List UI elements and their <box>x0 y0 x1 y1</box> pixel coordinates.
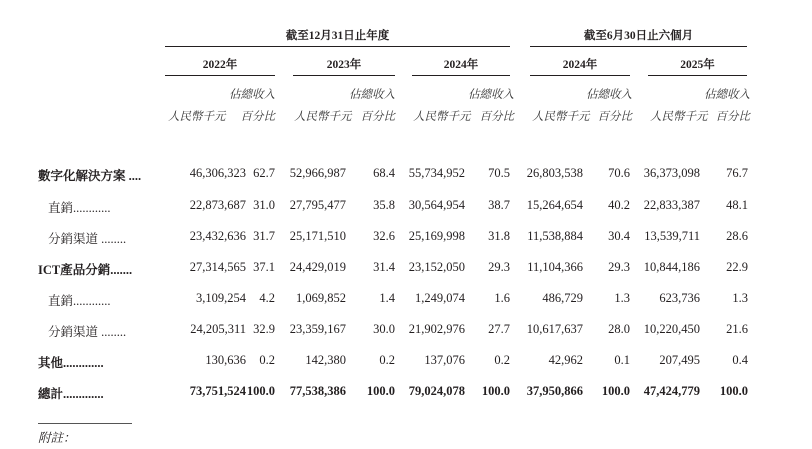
cell-amount: 1,249,074 <box>415 291 465 305</box>
row-label: 分銷渠道 ........ <box>48 325 127 339</box>
cell-percent: 4.2 <box>259 291 275 305</box>
cell-amount: 27,314,565 <box>189 260 246 274</box>
cell-percent: 0.2 <box>259 353 275 367</box>
cell-percent: 62.7 <box>253 166 275 180</box>
col-amount-header: 人民幣千元 <box>532 111 590 123</box>
cell-percent: 37.1 <box>253 260 275 274</box>
row-label: 其他............. <box>38 356 104 370</box>
cell-percent: 30.4 <box>608 229 630 243</box>
cell-percent: 100.0 <box>246 384 275 398</box>
cell-amount: 11,538,884 <box>527 229 583 243</box>
cell-percent: 28.0 <box>608 322 630 336</box>
cell-percent: 32.6 <box>373 229 395 243</box>
table-row <box>0 166 812 186</box>
col-pct-header-line1: 佔總收入 <box>349 89 395 101</box>
rule-year-2025-interim <box>648 75 747 76</box>
cell-percent: 31.0 <box>253 198 275 212</box>
cell-amount: 13,539,711 <box>644 229 700 243</box>
cell-amount: 137,076 <box>424 353 465 367</box>
row-label: 數字化解決方案 .... <box>38 169 142 183</box>
year-header-2025-interim: 2025年 <box>680 59 715 71</box>
table-row <box>0 198 812 218</box>
col-pct-header-line2: 百分比 <box>360 111 395 123</box>
cell-percent: 0.2 <box>494 353 510 367</box>
cell-percent: 40.2 <box>608 198 630 212</box>
row-label: ICT產品分銷....... <box>38 263 133 277</box>
col-pct-header-line1: 佔總收入 <box>229 89 275 101</box>
cell-percent: 0.2 <box>379 353 395 367</box>
cell-amount: 11,104,366 <box>527 260 583 274</box>
footnote-divider <box>38 423 132 424</box>
cell-amount: 10,220,450 <box>643 322 700 336</box>
cell-percent: 31.7 <box>253 229 275 243</box>
cell-amount: 36,373,098 <box>643 166 700 180</box>
rule-interim <box>530 46 747 47</box>
cell-amount: 22,873,687 <box>189 198 246 212</box>
col-amount-header: 人民幣千元 <box>168 111 226 123</box>
cell-percent: 100.0 <box>601 384 630 398</box>
footnote-label: 附註： <box>38 431 76 445</box>
col-pct-header-line2: 百分比 <box>715 111 750 123</box>
cell-amount: 25,171,510 <box>289 229 346 243</box>
cell-percent: 29.3 <box>608 260 630 274</box>
cell-amount: 47,424,779 <box>643 384 700 398</box>
row-label: 分銷渠道 ........ <box>48 232 127 246</box>
cell-percent: 21.6 <box>726 322 748 336</box>
cell-percent: 31.8 <box>488 229 510 243</box>
cell-percent: 0.4 <box>732 353 748 367</box>
cell-amount: 22,833,387 <box>643 198 700 212</box>
rule-annual <box>165 46 510 47</box>
cell-amount: 623,736 <box>659 291 700 305</box>
cell-amount: 10,844,186 <box>643 260 700 274</box>
cell-amount: 55,734,952 <box>408 166 465 180</box>
rule-year-2022 <box>165 75 275 76</box>
cell-amount: 46,306,323 <box>189 166 246 180</box>
cell-amount: 3,109,254 <box>196 291 246 305</box>
cell-percent: 100.0 <box>481 384 510 398</box>
cell-amount: 25,169,998 <box>408 229 465 243</box>
table-row <box>0 260 812 280</box>
rule-year-2024-interim <box>530 75 630 76</box>
cell-amount: 23,432,636 <box>189 229 246 243</box>
table-row <box>0 384 812 404</box>
cell-percent: 100.0 <box>719 384 748 398</box>
col-amount-header: 人民幣千元 <box>294 111 352 123</box>
cell-percent: 70.5 <box>488 166 510 180</box>
cell-percent: 1.6 <box>494 291 510 305</box>
col-pct-header-line1: 佔總收入 <box>586 89 632 101</box>
cell-amount: 10,617,637 <box>526 322 583 336</box>
rule-year-2023 <box>293 75 395 76</box>
cell-amount: 24,205,311 <box>190 322 246 336</box>
col-pct-header-line2: 百分比 <box>479 111 514 123</box>
cell-amount: 26,803,538 <box>526 166 583 180</box>
cell-amount: 21,902,976 <box>408 322 465 336</box>
cell-percent: 48.1 <box>726 198 748 212</box>
cell-amount: 37,950,866 <box>526 384 583 398</box>
year-header-2024: 2024年 <box>443 59 479 71</box>
header-group-interim: 截至6月30日止六個月 <box>583 30 694 42</box>
cell-amount: 207,495 <box>659 353 700 367</box>
cell-amount: 77,538,386 <box>289 384 346 398</box>
cell-percent: 27.7 <box>488 322 510 336</box>
col-amount-header: 人民幣千元 <box>650 111 708 123</box>
cell-amount: 42,962 <box>548 353 583 367</box>
cell-percent: 29.3 <box>488 260 510 274</box>
year-header-2023: 2023年 <box>326 59 362 71</box>
cell-percent: 1.3 <box>732 291 748 305</box>
row-label: 直銷............ <box>48 201 111 215</box>
table-row <box>0 322 812 342</box>
col-amount-header: 人民幣千元 <box>413 111 471 123</box>
cell-percent: 31.4 <box>373 260 395 274</box>
row-label: 直銷............ <box>48 294 111 308</box>
cell-percent: 1.4 <box>379 291 395 305</box>
col-pct-header-line1: 佔總收入 <box>468 89 514 101</box>
cell-amount: 30,564,954 <box>408 198 465 212</box>
cell-percent: 100.0 <box>366 384 395 398</box>
cell-amount: 142,380 <box>305 353 346 367</box>
cell-amount: 15,264,654 <box>526 198 583 212</box>
cell-amount: 52,966,987 <box>289 166 346 180</box>
cell-amount: 23,152,050 <box>408 260 465 274</box>
col-pct-header-line2: 百分比 <box>240 111 275 123</box>
row-label: 總計............. <box>38 387 104 401</box>
rule-year-2024 <box>412 75 510 76</box>
cell-percent: 68.4 <box>373 166 395 180</box>
cell-amount: 27,795,477 <box>289 198 346 212</box>
cell-amount: 24,429,019 <box>289 260 346 274</box>
cell-amount: 23,359,167 <box>289 322 346 336</box>
table-row <box>0 291 812 311</box>
cell-percent: 0.1 <box>614 353 630 367</box>
year-header-2022: 2022年 <box>202 59 238 71</box>
cell-amount: 130,636 <box>205 353 246 367</box>
cell-percent: 32.9 <box>253 322 275 336</box>
cell-percent: 30.0 <box>373 322 395 336</box>
year-header-2024-interim: 2024年 <box>562 59 598 71</box>
cell-amount: 1,069,852 <box>296 291 346 305</box>
col-pct-header-line1: 佔總收入 <box>704 89 750 101</box>
cell-amount: 486,729 <box>542 291 583 305</box>
cell-percent: 28.6 <box>726 229 748 243</box>
cell-percent: 76.7 <box>726 166 748 180</box>
cell-percent: 1.3 <box>614 291 630 305</box>
cell-percent: 22.9 <box>726 260 748 274</box>
header-group-annual: 截至12月31日止年度 <box>285 30 390 42</box>
cell-percent: 38.7 <box>488 198 510 212</box>
col-pct-header-line2: 百分比 <box>597 111 632 123</box>
cell-amount: 79,024,078 <box>408 384 465 398</box>
cell-percent: 35.8 <box>373 198 395 212</box>
cell-amount: 73,751,524 <box>189 384 246 398</box>
table-row <box>0 229 812 249</box>
cell-percent: 70.6 <box>608 166 630 180</box>
table-row <box>0 353 812 373</box>
